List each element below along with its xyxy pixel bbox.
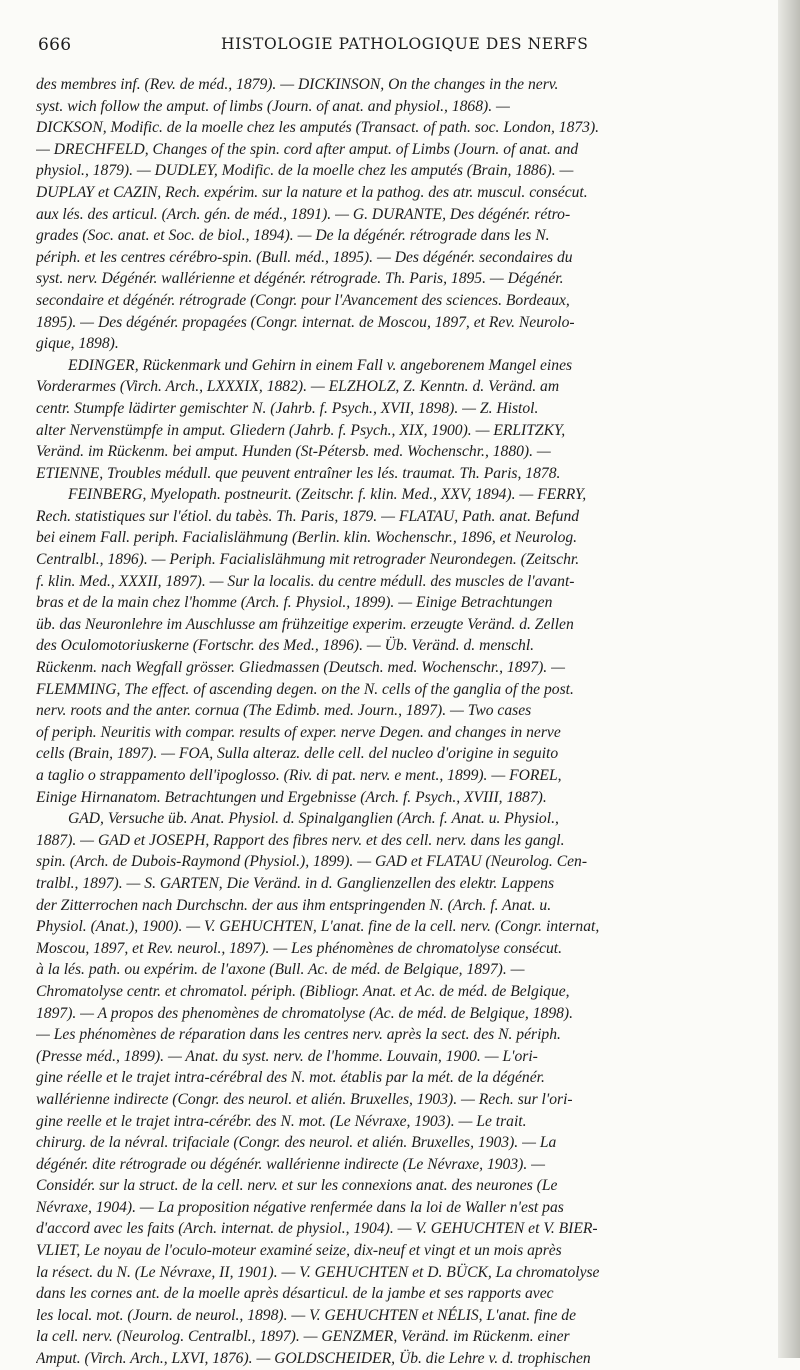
text-line: bei einem Fall. periph. Facialislähmung (Berlin. klin. Wochenschr., 1896, et Neurolog.	[36, 529, 578, 547]
text-line: nerv. roots and the anter. cornua (The Edimb. med. Journ., 1897). — Two cases	[36, 702, 532, 720]
text-line: Rückenm. nach Wegfall grösser. Gliedmassen (Deutsch. med. Wochenschr., 1897). —	[36, 659, 565, 677]
text-line: physiol., 1879). — DUDLEY, Modific. de la moelle chez les amputés (Brain, 1886). —	[36, 162, 574, 180]
text-line: Veränd. im Rückenm. bei amput. Hunden (St-Pétersb. med. Wochenschr., 1880). —	[36, 443, 551, 461]
text-line: à la lés. path. ou expérim. de l'axone (Bull. Ac. de méd. de Belgique, 1897). —	[36, 961, 525, 979]
page-number: 666	[38, 35, 72, 55]
page-header	[38, 32, 750, 58]
page-edge	[778, 0, 800, 1358]
text-line: wallérienne indirecte (Congr. des neurol. et alién. Bruxelles, 1903). — Rech. sur l'ori-	[36, 1090, 573, 1108]
text-line: Moscou, 1897, et Rev. neurol., 1897). — Les phénomènes de chromatolyse consécut.	[36, 939, 563, 957]
text-line: dans les cornes ant. de la moelle après désarticul. de la jambe et ses rapports avec	[36, 1285, 554, 1303]
text-line: DICKSON, Modific. de la moelle chez les amputés (Transact. of path. soc. London, 1873).	[36, 119, 600, 137]
text-line: Vorderarmes (Virch. Arch., LXXXIX, 1882). — ELZHOLZ, Z. Kenntn. d. Veränd. am	[36, 378, 560, 396]
text-line: der Zitterrochen nach Durchschn. der aus ihm entspringenden N. (Arch. f. Anat. u.	[36, 896, 552, 914]
text-line: of periph. Neuritis with compar. results of exper. nerve Degen. and changes in nerve	[36, 723, 561, 741]
text-line: d'accord avec les faits (Arch. internat. de physiol., 1904). — V. GEHUCHTEN et V. BIER-	[36, 1220, 598, 1238]
text-line: la résect. du N. (Le Névraxe, II, 1901). — V. GEHUCHTEN et D. BÜCK, La chromatolyse	[36, 1263, 600, 1281]
text-line: syst. nerv. Dégénér. wallérienne et dégénér. rétrograde. Th. Paris, 1895. — Dégénér.	[36, 270, 564, 288]
text-line: les local. mot. (Journ. de neurol., 1898). — V. GEHUCHTEN et NÉLIS, L'anat. fine de	[36, 1306, 576, 1324]
text-line: Névraxe, 1904). — La proposition négative renfermée dans la loi de Waller n'est pas	[36, 1198, 564, 1216]
text-line: ETIENNE, Troubles médull. que peuvent entraîner les lés. traumat. Th. Paris, 1878.	[36, 464, 561, 482]
text-line: Rech. statistiques sur l'étiol. du tabès. Th. Paris, 1879. — FLATAU, Path. anat. Befund	[36, 507, 580, 525]
text-line: gique, 1898).	[36, 335, 119, 353]
text-line: tralbl., 1897). — S. GARTEN, Die Veränd. in d. Ganglienzellen des elektr. Lappens	[36, 874, 555, 892]
text-line: FEINBERG, Myelopath. postneurit. (Zeitschr. f. klin. Med., XXV, 1894). — FERRY,	[68, 486, 587, 504]
text-line: 1897). — A propos des phenomènes de chromatolyse (Ac. de méd. de Belgique, 1898).	[36, 1004, 574, 1022]
text-line: f. klin. Med., XXXII, 1897). — Sur la localis. du centre médull. des muscles de l'avant-	[36, 572, 575, 590]
text-line: (Presse méd., 1899). — Anat. du syst. nerv. de l'homme. Louvain, 1900. — L'ori-	[36, 1047, 538, 1065]
text-line: périph. et les centres cérébro-spin. (Bull. méd., 1895). — Des dégénér. secondaires du	[36, 248, 573, 266]
text-line: syst. wich follow the amput. of limbs (Journ. of anat. and physiol., 1868). —	[36, 97, 510, 115]
text-line: gine réelle et le trajet intra-cérébral des N. mot. établis par la mét. de la dégénér.	[36, 1069, 545, 1087]
text-line: bras et de la main chez l'homme (Arch. f. Physiol., 1899). — Einige Betrachtungen	[36, 594, 553, 612]
text-line: aux lés. des articul. (Arch. gén. de méd., 1891). — G. DURANTE, Des dégénér. rétro-	[36, 205, 571, 223]
text-line: DUPLAY et CAZIN, Rech. expérim. sur la nature et la pathog. des atr. muscul. consécut.	[36, 183, 588, 201]
text-line: — DRECHFELD, Changes of the spin. cord after amput. of Limbs (Journ. of anat. and	[36, 140, 579, 158]
text-line: a taglio o strappamento dell'ipoglosso. (Riv. di pat. nerv. e ment., 1899). — FOREL,	[36, 767, 562, 784]
text-line: FLEMMING, The effect. of ascending degen. on the N. cells of the ganglia of the post.	[36, 680, 574, 698]
running-title: HISTOLOGIE PATHOLOGIQUE DES NERFS	[221, 35, 589, 53]
text-line: grades (Soc. anat. et Soc. de biol., 1894). — De la dégénér. rétrograde dans les N.	[36, 227, 550, 245]
text-line: des Oculomotoriuskerne (Fortschr. des Med., 1896). — Üb. Veränd. d. menschl.	[36, 637, 535, 655]
text-line: alter Nervenstümpfe in amput. Gliedern (Jahrb. f. Psych., XIX, 1900). — ERLITZKY,	[36, 421, 566, 439]
text-line: EDINGER, Rückenmark und Gehirn in einem Fall v. angeborenem Mangel eines	[68, 356, 573, 374]
text-line: Chromatolyse centr. et chromatol. périph. (Bibliogr. Anat. et Ac. de méd. de Belgique,	[36, 982, 570, 1000]
text-line: 1895). — Des dégénér. propagées (Congr. internat. de Moscou, 1897, et Rev. Neurolo-	[36, 313, 575, 331]
text-line: cells (Brain, 1897). — FOA, Sulla alteraz. delle cell. del nucleo d'origine in seguito	[36, 745, 559, 763]
bibliography-text	[36, 74, 754, 1370]
text-line: Physiol. (Anat.), 1900). — V. GEHUCHTEN, L'anat. fine de la cell. nerv. (Congr. internat,	[36, 918, 600, 936]
text-line: spin. (Arch. de Dubois-Raymond (Physiol.), 1899). — GAD et FLATAU (Neurolog. Cen-	[36, 853, 588, 871]
text-line: Amput. (Virch. Arch., LXVI, 1876). — GOLDSCHEIDER, Üb. die Lehre v. d. trophischen	[36, 1350, 591, 1368]
text-line: üb. das Neuronlehre im Auschlusse am frühzeitige experim. erzeugte Veränd. d. Zellen	[36, 615, 574, 633]
text-line: des membres inf. (Rev. de méd., 1879). — DICKINSON, On the changes in the nerv.	[36, 76, 559, 93]
text-line: — Les phénomènes de réparation dans les centres nerv. après la sect. des N. périph.	[36, 1026, 561, 1044]
text-line: Considér. sur la struct. de la cell. nerv. et sur les connexions anat. des neurones (Le	[36, 1177, 558, 1195]
text-line: GAD, Versuche üb. Anat. Physiol. d. Spinalganglien (Arch. f. Anat. u. Physiol.,	[68, 810, 559, 828]
text-line: centr. Stumpfe lädirter gemischter N. (Jahrb. f. Psych., XVII, 1898). — Z. Histol.	[36, 399, 539, 417]
text-line: Einige Hirnanatom. Betrachtungen und Ergebnisse (Arch. f. Psych., XVIII, 1887).	[36, 788, 547, 806]
text-line: VLIET, Le noyau de l'oculo-moteur examiné seize, dix-neuf et vingt et un mois après	[36, 1242, 562, 1260]
text-line: secondaire et dégénér. rétrograde (Congr. pour l'Avancement des sciences. Bordeaux,	[36, 291, 570, 309]
text-line: chirurg. de la névral. trifaciale (Congr. des neurol. et alién. Bruxelles, 1903). — La	[36, 1134, 557, 1152]
text-line: dégénér. dite rétrograde ou dégénér. wallérienne indirecte (Le Névraxe, 1903). —	[36, 1155, 545, 1173]
text-line: 1887). — GAD et JOSEPH, Rapport des fibres nerv. et des cell. nerv. dans les gangl.	[36, 831, 565, 849]
text-line: la cell. nerv. (Neurolog. Centralbl., 1897). — GENZMER, Veränd. im Rückenm. einer	[36, 1328, 570, 1346]
text-line: Centralbl., 1896). — Periph. Facialislähmung mit retrograder Neurondegen. (Zeitschr.	[36, 551, 580, 569]
text-line: gine reelle et le trajet intra-cérébr. des N. mot. (Le Névraxe, 1903). — Le trait.	[36, 1112, 527, 1130]
